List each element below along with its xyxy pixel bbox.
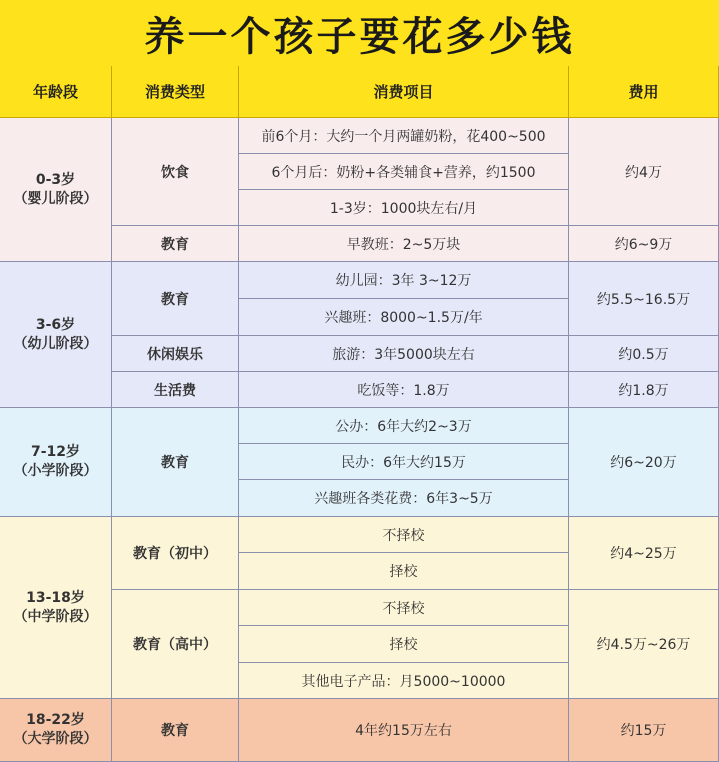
age-range: 7-12岁 <box>30 444 81 460</box>
age-cell <box>0 699 112 762</box>
item-cell: 兴趣班：8000~1.5万/年 <box>239 299 569 336</box>
type-cell: 教育 <box>112 408 239 517</box>
age-stage: （大学阶段） <box>13 731 98 747</box>
age-cell <box>0 262 112 408</box>
item-cell: 兴趣班各类花费：6年3~5万 <box>239 480 569 517</box>
item-cell: 早教班：2~5万块 <box>239 226 569 262</box>
type-cell: 生活费 <box>112 372 239 408</box>
age-cell <box>0 408 112 517</box>
type-cell: 饮食 <box>112 118 239 226</box>
cost-cell: 约4万 <box>569 118 719 226</box>
header-age: 年龄段 <box>0 66 112 118</box>
item-cell: 公办：6年大约2~3万 <box>239 408 569 444</box>
age-range: 13-18岁 <box>26 589 85 606</box>
cost-cell: 约4~25万 <box>569 517 719 590</box>
type-cell: 教育 <box>112 262 239 336</box>
item-cell: 幼儿园：3年 3~12万 <box>239 262 569 299</box>
type-cell: 教育（高中） <box>112 590 239 699</box>
title-bar <box>0 0 719 66</box>
item-cell: 4年约15万左右 <box>239 699 569 762</box>
item-cell: 其他电子产品：月5000~10000 <box>239 663 569 699</box>
age-range: 18-22岁 <box>26 712 85 728</box>
header-type: 消费类型 <box>112 66 239 118</box>
item-cell: 民办：6年大约15万 <box>239 444 569 480</box>
cost-cell: 约0.5万 <box>569 336 719 372</box>
item-cell: 择校 <box>239 626 569 663</box>
header-item: 消费项目 <box>239 66 569 118</box>
age-stage: （幼儿阶段） <box>13 335 98 352</box>
cost-cell: 约6~20万 <box>569 408 719 517</box>
cost-cell: 约5.5~16.5万 <box>569 262 719 336</box>
age-stage: （小学阶段） <box>13 463 98 479</box>
type-cell: 教育 <box>112 699 239 762</box>
age-cell <box>0 517 112 699</box>
item-cell: 不择校 <box>239 590 569 626</box>
header-cost: 费用 <box>569 66 719 118</box>
cost-cell: 约1.8万 <box>569 372 719 408</box>
age-stage: （中学阶段） <box>13 608 98 625</box>
item-cell: 择校 <box>239 553 569 590</box>
item-cell: 6个月后：奶粉+各类辅食+营养，约1500 <box>239 154 569 190</box>
type-cell: 教育（初中） <box>112 517 239 590</box>
age-range: 0-3岁 <box>35 171 76 188</box>
cost-table <box>0 66 719 762</box>
age-stage: （婴儿阶段） <box>13 190 98 207</box>
age-cell <box>0 118 112 262</box>
cost-cell: 约6~9万 <box>569 226 719 262</box>
cost-cell: 约4.5万~26万 <box>569 590 719 699</box>
item-cell: 吃饭等：1.8万 <box>239 372 569 408</box>
item-cell: 前6个月：大约一个月两罐奶粉，花400~500 <box>239 118 569 154</box>
item-cell: 不择校 <box>239 517 569 553</box>
type-cell: 休闲娱乐 <box>112 336 239 372</box>
type-cell: 教育 <box>112 226 239 262</box>
page-title: 养一个孩子要花多少钱 <box>144 13 575 60</box>
cost-cell: 约15万 <box>569 699 719 762</box>
age-range: 3-6岁 <box>35 316 76 333</box>
item-cell: 旅游：3年5000块左右 <box>239 336 569 372</box>
item-cell: 1-3岁：1000块左右/月 <box>239 190 569 226</box>
